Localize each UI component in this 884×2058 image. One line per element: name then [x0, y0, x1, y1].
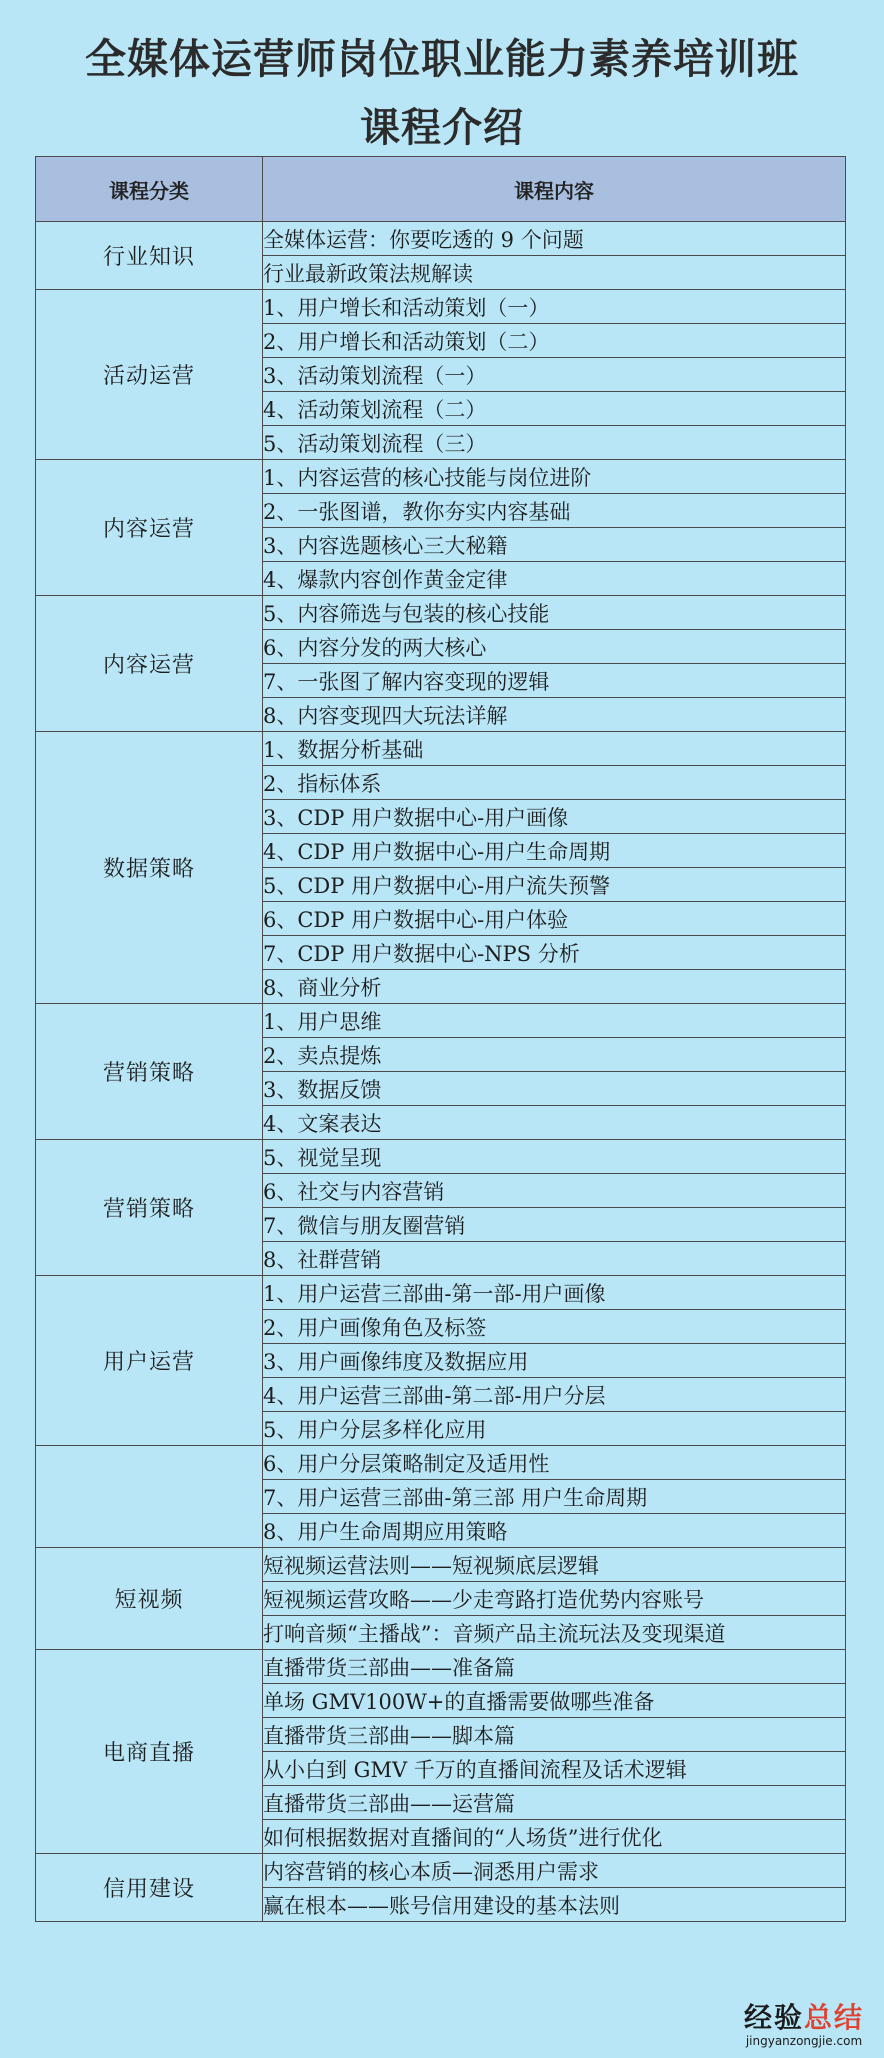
course-item-cell: 4、CDP 用户数据中心-用户生命周期	[263, 834, 846, 868]
course-item-cell: 2、用户画像角色及标签	[263, 1310, 846, 1344]
category-cell: 营销策略	[36, 1004, 263, 1140]
course-item-cell: 6、CDP 用户数据中心-用户体验	[263, 902, 846, 936]
course-item-cell: 3、CDP 用户数据中心-用户画像	[263, 800, 846, 834]
course-item-cell: 2、一张图谱，教你夯实内容基础	[263, 494, 846, 528]
category-cell: 短视频	[36, 1548, 263, 1650]
course-item-cell: 7、微信与朋友圈营销	[263, 1208, 846, 1242]
header-category: 课程分类	[36, 157, 263, 222]
course-item-cell: 4、爆款内容创作黄金定律	[263, 562, 846, 596]
course-item-cell: 8、商业分析	[263, 970, 846, 1004]
course-item-cell: 4、文案表达	[263, 1106, 846, 1140]
course-item-cell: 4、用户运营三部曲-第二部-用户分层	[263, 1378, 846, 1412]
course-item-cell: 7、CDP 用户数据中心-NPS 分析	[263, 936, 846, 970]
category-cell: 用户运营	[36, 1276, 263, 1446]
table-row	[36, 1854, 846, 1888]
table-row	[36, 1446, 846, 1480]
course-item-cell: 2、用户增长和活动策划（二）	[263, 324, 846, 358]
table-header-row	[36, 157, 846, 222]
course-item-cell: 5、活动策划流程（三）	[263, 426, 846, 460]
course-item-cell: 1、用户增长和活动策划（一）	[263, 290, 846, 324]
course-item-cell: 全媒体运营：你要吃透的 9 个问题	[263, 222, 846, 256]
table-row	[36, 290, 846, 324]
course-item-cell: 8、社群营销	[263, 1242, 846, 1276]
course-item-cell: 3、用户画像纬度及数据应用	[263, 1344, 846, 1378]
course-item-cell: 5、内容筛选与包装的核心技能	[263, 596, 846, 630]
course-item-cell: 行业最新政策法规解读	[263, 256, 846, 290]
course-item-cell: 8、用户生命周期应用策略	[263, 1514, 846, 1548]
category-cell: 电商直播	[36, 1650, 263, 1854]
category-cell: 数据策略	[36, 732, 263, 1004]
course-item-cell: 1、内容运营的核心技能与岗位进阶	[263, 460, 846, 494]
table-row	[36, 1004, 846, 1038]
course-item-cell: 短视频运营法则——短视频底层逻辑	[263, 1548, 846, 1582]
course-item-cell: 7、一张图了解内容变现的逻辑	[263, 664, 846, 698]
table-row	[36, 1548, 846, 1582]
table-row	[36, 460, 846, 494]
category-cell: 内容运营	[36, 460, 263, 596]
category-cell: 行业知识	[36, 222, 263, 290]
course-item-cell: 6、用户分层策略制定及适用性	[263, 1446, 846, 1480]
category-cell: 内容运营	[36, 596, 263, 732]
course-item-cell: 内容营销的核心本质—洞悉用户需求	[263, 1854, 846, 1888]
course-item-cell: 4、活动策划流程（二）	[263, 392, 846, 426]
category-cell	[36, 1446, 263, 1548]
header-content: 课程内容	[263, 157, 846, 222]
course-item-cell: 直播带货三部曲——脚本篇	[263, 1718, 846, 1752]
course-item-cell: 如何根据数据对直播间的“人场货”进行优化	[263, 1820, 846, 1854]
course-item-cell: 8、内容变现四大玩法详解	[263, 698, 846, 732]
course-item-cell: 3、数据反馈	[263, 1072, 846, 1106]
course-item-cell: 1、用户运营三部曲-第一部-用户画像	[263, 1276, 846, 1310]
course-item-cell: 3、内容选题核心三大秘籍	[263, 528, 846, 562]
course-item-cell: 2、卖点提炼	[263, 1038, 846, 1072]
course-item-cell: 打响音频“主播战”：音频产品主流玩法及变现渠道	[263, 1616, 846, 1650]
course-item-cell: 5、CDP 用户数据中心-用户流失预警	[263, 868, 846, 902]
course-table	[35, 156, 846, 1922]
course-table-body	[36, 222, 846, 1922]
course-item-cell: 短视频运营攻略——少走弯路打造优势内容账号	[263, 1582, 846, 1616]
watermark-url: jingyanzongjie.com	[745, 2034, 863, 2048]
course-item-cell: 单场 GMV100W+的直播需要做哪些准备	[263, 1684, 846, 1718]
course-item-cell: 7、用户运营三部曲-第三部 用户生命周期	[263, 1480, 846, 1514]
watermark-brand-main: 经验	[743, 2001, 804, 2034]
category-cell: 活动运营	[36, 290, 263, 460]
watermark	[744, 1996, 864, 2048]
category-cell: 信用建设	[36, 1854, 263, 1922]
course-item-cell: 从小白到 GMV 千万的直播间流程及话术逻辑	[263, 1752, 846, 1786]
watermark-brand-accent: 总结	[803, 2001, 864, 2034]
table-row	[36, 1276, 846, 1310]
course-item-cell: 5、用户分层多样化应用	[263, 1412, 846, 1446]
course-item-cell: 赢在根本——账号信用建设的基本法则	[263, 1888, 846, 1922]
table-row	[36, 1140, 846, 1174]
course-item-cell: 1、用户思维	[263, 1004, 846, 1038]
course-item-cell: 1、数据分析基础	[263, 732, 846, 766]
watermark-brand	[744, 1996, 864, 2036]
course-item-cell: 直播带货三部曲——准备篇	[263, 1650, 846, 1684]
page-subtitle: 课程介绍	[360, 105, 524, 151]
category-cell: 营销策略	[36, 1140, 263, 1276]
course-item-cell: 3、活动策划流程（一）	[263, 358, 846, 392]
table-row	[36, 222, 846, 256]
course-item-cell: 2、指标体系	[263, 766, 846, 800]
course-item-cell: 6、内容分发的两大核心	[263, 630, 846, 664]
table-row	[36, 732, 846, 766]
page-title: 全媒体运营师岗位职业能力素养培训班	[85, 35, 799, 83]
course-item-cell: 5、视觉呈现	[263, 1140, 846, 1174]
table-row	[36, 596, 846, 630]
table-row	[36, 1650, 846, 1684]
course-item-cell: 直播带货三部曲——运营篇	[263, 1786, 846, 1820]
course-item-cell: 6、社交与内容营销	[263, 1174, 846, 1208]
